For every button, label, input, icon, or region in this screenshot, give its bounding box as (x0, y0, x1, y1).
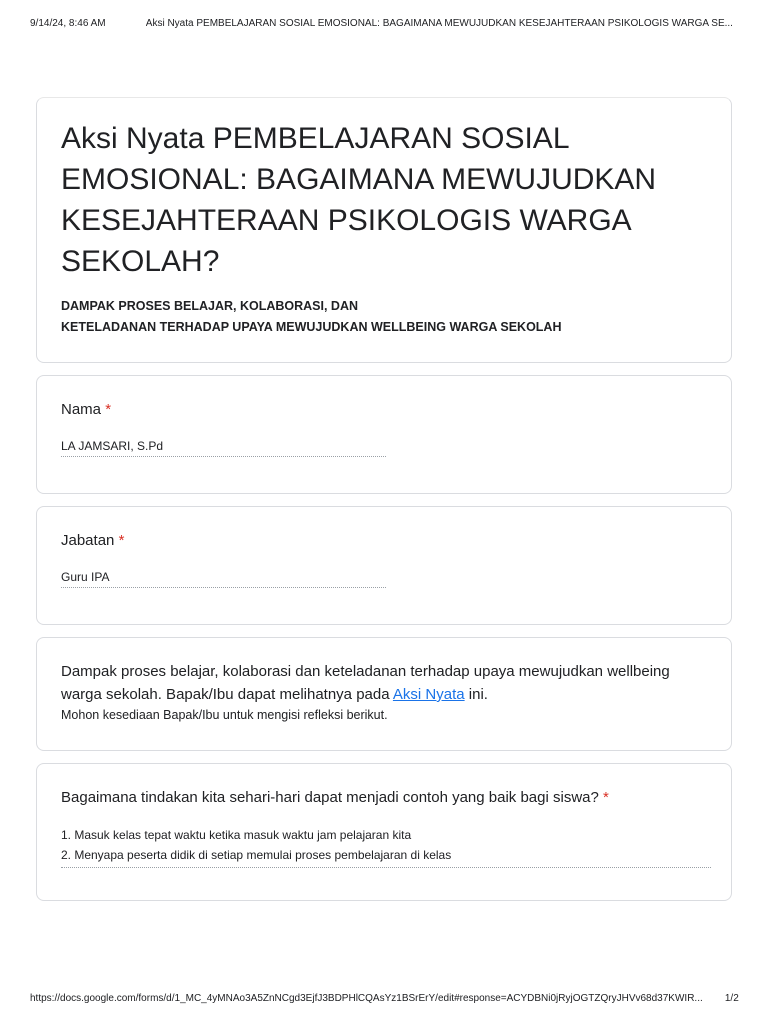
question-label-nama: Nama (61, 401, 102, 418)
section-info-card (36, 637, 732, 751)
answer-field-nama[interactable]: LA JAMSARI, S.Pd (61, 436, 386, 457)
required-asterisk: * (603, 789, 609, 806)
answer-field-jabatan[interactable]: Guru IPA (61, 567, 386, 588)
form-description (61, 296, 701, 338)
info-text-before-link: Dampak proses belajar, kolaborasi dan keteladanan terhadap upaya mewujudkan wellbeing warga sekolah. Bapak/Ibu dapat melihatnya pada (61, 663, 670, 703)
question-card-contoh (36, 763, 732, 901)
answer-line: 2. Menyapa peserta didik di setiap memulai proses pembelajaran di kelas (61, 848, 452, 862)
section-info-text (61, 660, 701, 706)
aksi-nyata-link[interactable]: Aksi Nyata (392, 686, 465, 703)
question-card-jabatan (36, 506, 732, 625)
question-card-nama (36, 375, 732, 494)
print-document-title: Aksi Nyata PEMBELAJARAN SOSIAL EMOSIONAL: BAGAIMANA MEWUJUDKAN KESEJAHTERAAN PSIKOLOGIS WARGA SE... (145, 18, 733, 29)
print-header (30, 18, 738, 29)
question-title-nama (61, 401, 111, 418)
required-asterisk: * (105, 401, 112, 418)
print-footer (30, 993, 738, 1004)
info-text-after-link: ini. (464, 686, 488, 703)
required-asterisk: * (118, 532, 125, 549)
form-title-card (36, 97, 732, 363)
form-description-line-2: KETELADANAN TERHADAP UPAYA MEWUJUDKAN WELLBEING WARGA SEKOLAH (61, 320, 562, 334)
print-url: https://docs.google.com/forms/d/1_MC_4yMNAo3A5ZnNCgd3EjfJ3BDPHlCQAsYz1BSrErY/edit#response=ACYDBNi0jRyjOGTZQryJHVv68d37KWIR... (30, 993, 703, 1004)
question-label-jabatan: Jabatan (61, 532, 115, 549)
answer-field-contoh[interactable] (61, 825, 711, 868)
section-info-subtext: Mohon kesediaan Bapak/Ibu untuk mengisi refleksi berikut. (61, 708, 388, 722)
print-datetime: 9/14/24, 8:46 AM (30, 18, 106, 29)
answer-line: 1. Masuk kelas tepat waktu ketika masuk waktu jam pelajaran kita (61, 828, 412, 842)
question-label-contoh: Bagaimana tindakan kita sehari-hari dapat menjadi contoh yang baik bagi siswa? (61, 789, 599, 806)
form-description-line-1: DAMPAK PROSES BELAJAR, KOLABORASI, DAN (61, 299, 359, 313)
question-title-contoh (61, 789, 609, 806)
form-title: Aksi Nyata PEMBELAJARAN SOSIAL EMOSIONAL: BAGAIMANA MEWUJUDKAN KESEJAHTERAAN PSIKOLOGIS WARGA SEKOLAH? (61, 122, 657, 278)
question-title-jabatan (61, 532, 124, 549)
print-page-number: 1/2 (724, 993, 739, 1004)
